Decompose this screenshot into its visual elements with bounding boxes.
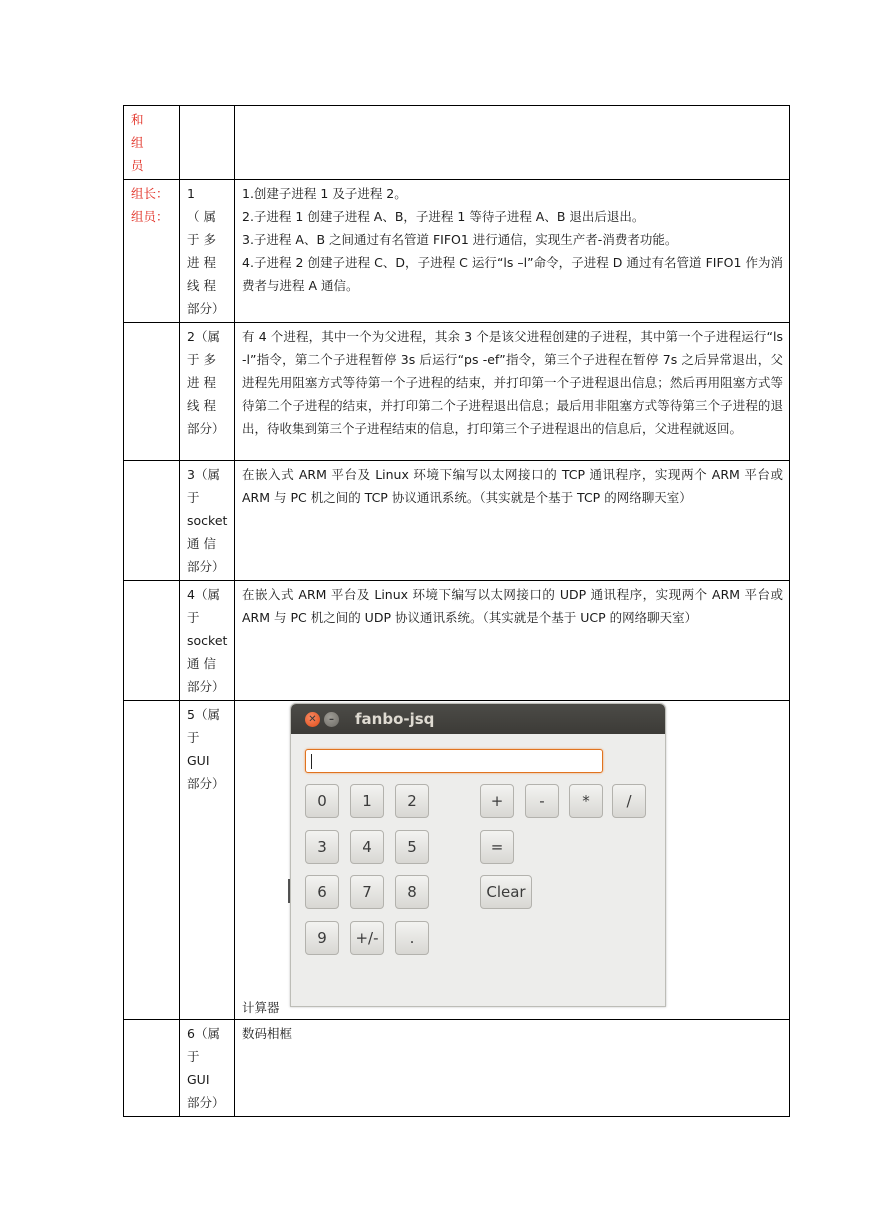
- project-table: [123, 105, 790, 1117]
- calc-key-button[interactable]: 2: [395, 784, 429, 818]
- empty-cell: [124, 701, 180, 1020]
- task-description: 在嵌入式 ARM 平台及 Linux 环境下编写以太网接口的 UDP 通讯程序，实现两个 ARM 平台或 ARM 与 PC 机之间的 UDP 协议通讯系统。（其实就是个基于 UCP 的网络聊天室）: [235, 581, 790, 701]
- text-caret: [311, 754, 312, 769]
- table-row: [124, 180, 790, 323]
- image-caption: 计算器: [242, 1000, 280, 1015]
- calc-key-button[interactable]: 3: [305, 830, 339, 864]
- operator-button[interactable]: /: [612, 784, 646, 818]
- empty-cell: [124, 581, 180, 701]
- task-line: 3.子进程 A、B 之间通过有名管道 FIFO1 进行通信，实现生产者-消费者功能。: [242, 232, 678, 247]
- empty-cell: [124, 1020, 180, 1117]
- group-members-label: 和 组 员: [124, 106, 180, 180]
- operator-button[interactable]: -: [525, 784, 559, 818]
- operator-button[interactable]: *: [569, 784, 603, 818]
- empty-cell: [235, 106, 790, 180]
- empty-cell: [124, 323, 180, 461]
- task-line: 2.子进程 1 创建子进程 A、B，子进程 1 等待子进程 A、B 退出后退出。: [242, 209, 645, 224]
- task-number: 1 （ 属 于 多 进 程 线 程 部分）: [180, 180, 235, 323]
- task-number: 3（属 于 socket 通 信 部分）: [180, 461, 235, 581]
- calc-key-button[interactable]: 5: [395, 830, 429, 864]
- calc-key-button[interactable]: 8: [395, 875, 429, 909]
- calc-key-button[interactable]: .: [395, 921, 429, 955]
- calc-key-button[interactable]: 0: [305, 784, 339, 818]
- calc-key-button[interactable]: +/-: [350, 921, 384, 955]
- leader-members-label: 组长： 组员：: [124, 180, 180, 323]
- task-description: 在嵌入式 ARM 平台及 Linux 环境下编写以太网接口的 TCP 通讯程序，实现两个 ARM 平台或 ARM 与 PC 机之间的 TCP 协议通讯系统。（其实就是个基于 TCP 的网络聊天室）: [235, 461, 790, 581]
- task-description: 数码相框: [235, 1020, 790, 1117]
- table-row: [124, 581, 790, 701]
- table-row: [124, 106, 790, 180]
- clear-button[interactable]: Clear: [480, 875, 532, 909]
- calc-key-button[interactable]: 7: [350, 875, 384, 909]
- task-number: 2（属 于 多 进 程 线 程 部分）: [180, 323, 235, 461]
- empty-cell: [180, 106, 235, 180]
- minimize-icon[interactable]: –: [324, 712, 339, 727]
- task-description: [235, 180, 790, 323]
- calculator-display-input[interactable]: [305, 749, 603, 773]
- window-titlebar[interactable]: [291, 704, 665, 734]
- calc-key-button[interactable]: 1: [350, 784, 384, 818]
- task-number: 6（属 于 GUI 部分）: [180, 1020, 235, 1117]
- calc-key-button[interactable]: 6: [305, 875, 339, 909]
- task-description: 有 4 个进程，其中一个为父进程，其余 3 个是该父进程创建的子进程，其中第一个子进程运行“ls -l”指令，第二个子进程暂停 3s 后运行“ps -ef”指令，第三个子进程在暂停 7s 之后异常退出，父进程先用阻塞方式等待第一个子进程的结束，并打印第一个子进程退出信息；然后再用阻塞方式等待第二个子进程的结束，并打印第二个子进程退出信息；最后用非阻塞方式等待第三个子进程的退出，待收集到第三个子进程结束的信息，打印第三个子进程退出的信息后，父进程就返回。: [235, 323, 790, 461]
- task-number: 4（属 于 socket 通 信 部分）: [180, 581, 235, 701]
- task-line: 4.子进程 2 创建子进程 C、D，子进程 C 运行“ls –l”命令，子进程 D 通过有名管道 FIFO1 作为消费者与进程 A 通信。: [242, 255, 783, 293]
- calculator-window: [290, 703, 666, 1007]
- empty-cell: [124, 461, 180, 581]
- equals-button[interactable]: =: [480, 830, 514, 864]
- calc-key-button[interactable]: 9: [305, 921, 339, 955]
- operator-button[interactable]: +: [480, 784, 514, 818]
- table-row: [124, 1020, 790, 1117]
- task-number: 5（属 于 GUI 部分）: [180, 701, 235, 1020]
- table-row: [124, 701, 790, 1020]
- calculator-screenshot-cell: [235, 701, 790, 1020]
- calc-key-button[interactable]: 4: [350, 830, 384, 864]
- close-icon[interactable]: ✕: [305, 712, 320, 727]
- table-row: [124, 461, 790, 581]
- table-row: [124, 323, 790, 461]
- window-title: fanbo-jsq: [355, 709, 435, 728]
- task-line: 1.创建子进程 1 及子进程 2。: [242, 186, 407, 201]
